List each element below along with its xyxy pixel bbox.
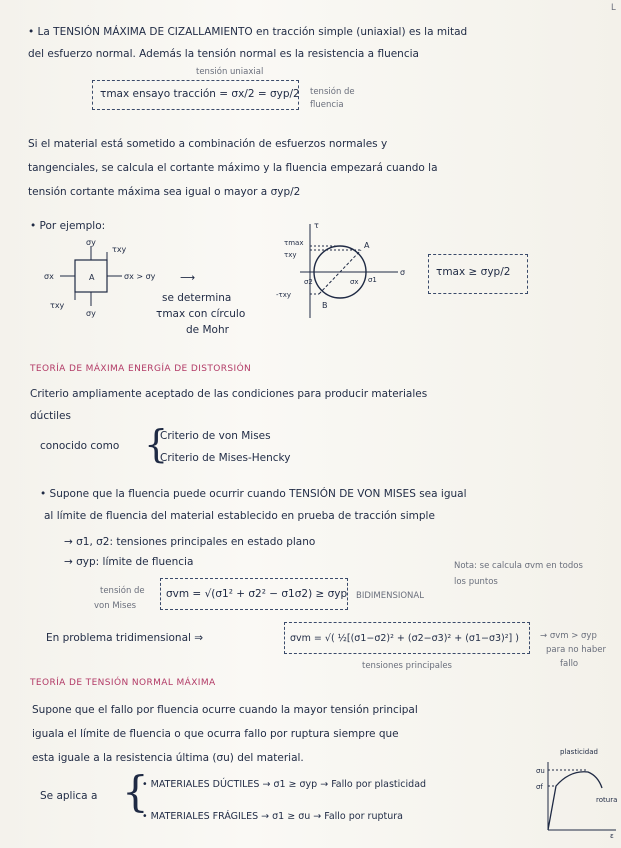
combo-line-3: tensión cortante máxima sea igual o mayor a σyp/2 — [28, 186, 301, 198]
strain-axis-label: ε — [610, 832, 614, 840]
tri-formula: σvm = √( ½[(σ1−σ2)² + (σ2−σ3)² + (σ1−σ3)²] ) — [290, 633, 519, 644]
normal-line-2: iguala el límite de fluencia o que ocurra fallo por ruptura siempre que — [32, 728, 399, 740]
tau-axis-label: τ — [314, 221, 319, 230]
example-caption-1: se determina — [162, 292, 232, 304]
sigma-f-label: σf — [536, 783, 543, 791]
brace-icon-2: { — [122, 767, 149, 816]
combo-line-1: Si el material está sometido a combinación de esfuerzos normales y — [28, 138, 388, 150]
sigma1-label: σ1 — [368, 276, 377, 284]
sigma-axis-label: σ — [400, 268, 406, 277]
sigma-x-label: σx — [44, 272, 54, 281]
corner-mark: L — [611, 3, 616, 13]
arrow-icon: ⟶ — [180, 272, 196, 284]
distortion-line-1: Criterio ampliamente aceptado de las condiciones para producir materiales — [30, 388, 428, 400]
principal-stresses-label: tensiones principales — [362, 661, 452, 671]
tridimensional-label: En problema tridimensional ⇒ — [46, 632, 204, 644]
bullet-principal: → σ1, σ2: tensiones principales en estado plano — [64, 536, 316, 548]
tau-xy-label: τxy — [112, 245, 127, 254]
criterion-name-2: Criterio de Mises-Hencky — [160, 452, 291, 464]
normal-line-3: esta iguale a la resistencia última (σu) del material. — [32, 752, 304, 764]
tau-max-mohr-label: τmax — [284, 239, 304, 247]
note-line-1: Nota: se calcula σvm en todos — [454, 561, 583, 571]
combo-line-2: tangenciales, se calcula el cortante máximo y la fluencia empezará cuando la — [28, 162, 438, 174]
bidimensional-label: BIDIMENSIONAL — [356, 591, 424, 601]
uniaxial-label: tensión uniaxial — [196, 67, 264, 77]
example-caption-3: de Mohr — [186, 324, 229, 336]
mohr-circle-diagram — [270, 222, 420, 322]
brittle-case: • MATERIALES FRÁGILES → σ1 ≥ σu → Fallo por ruptura — [142, 811, 403, 822]
intro-line-2: del esfuerzo normal. Además la tensión normal es la resistencia a fluencia — [28, 48, 419, 60]
mohr-a-label: A — [364, 241, 370, 250]
sigma-y-label: σy — [86, 238, 96, 247]
sigma-u-label: σu — [536, 767, 545, 775]
assume-line-2: al límite de fluencia del material establecido en prueba de tracción simple — [44, 510, 435, 522]
distortion-line-2: dúctiles — [30, 410, 71, 422]
intro-line-1: • La TENSIÓN MÁXIMA DE CIZALLAMIENTO en tracción simple (uniaxial) es la mitad — [28, 26, 468, 38]
sigma-compare-label: σx > σy — [124, 272, 156, 281]
tri-note-2: para no haber — [546, 645, 607, 655]
tau-xy-bottom-label: τxy — [50, 301, 65, 310]
mohr-b-label: B — [322, 301, 328, 310]
distortion-heading: TEORÍA DE MÁXIMA ENERGÍA DE DISTORSIÓN — [30, 364, 252, 374]
neg-tau-xy-label: -τxy — [276, 291, 292, 299]
sigma-x-mohr-label: σx — [350, 278, 359, 286]
plasticity-label: plasticidad — [560, 748, 598, 756]
normal-line-1: Supone que el fallo por fluencia ocurre cuando la mayor tensión principal — [32, 704, 418, 716]
applies-label: Se aplica a — [40, 790, 98, 802]
example-label: • Por ejemplo: — [30, 220, 106, 232]
tri-note-1: → σvm > σyp — [540, 631, 597, 641]
note-line-2: los puntos — [454, 577, 498, 587]
tri-note-3: fallo — [560, 659, 579, 669]
bullet-yield: → σyp: límite de fluencia — [64, 556, 194, 568]
yield-label: tensión de fluencia — [310, 87, 355, 110]
vm-formula: σvm = √(σ1² + σ2² − σ1σ2) ≥ σyp — [166, 588, 348, 600]
point-a-label: A — [89, 273, 95, 282]
assume-line-1: • Supone que la fluencia puede ocurrir cuando TENSIÓN DE VON MISES sea igual — [40, 488, 467, 500]
vm-label-1: tensión de — [100, 586, 145, 596]
ductile-case: • MATERIALES DÚCTILES → σ1 ≥ σyp → Fallo por plasticidad — [142, 779, 427, 790]
stress-element-diagram — [40, 238, 160, 318]
vm-label-2: von Mises — [94, 601, 137, 611]
brace-icon: { — [144, 422, 169, 466]
rupture-label: rotura — [596, 796, 618, 804]
criterion-name-1: Criterio de von Mises — [160, 430, 271, 442]
sigma2-label: σ2 — [304, 278, 313, 286]
example-caption-2: τmax con círculo — [156, 308, 246, 320]
criterion-formula: τmax ≥ σyp/2 — [436, 266, 511, 278]
tau-xy-mohr-label: τxy — [284, 251, 297, 259]
sigma-y-bottom-label: σy — [86, 309, 96, 318]
normal-heading: TEORÍA DE TENSIÓN NORMAL MÁXIMA — [30, 678, 216, 688]
known-as-label: conocido como — [40, 440, 120, 452]
stress-strain-graph — [536, 740, 618, 840]
tau-max-formula: τmax ensayo tracción = σx/2 = σyp/2 — [100, 88, 300, 100]
